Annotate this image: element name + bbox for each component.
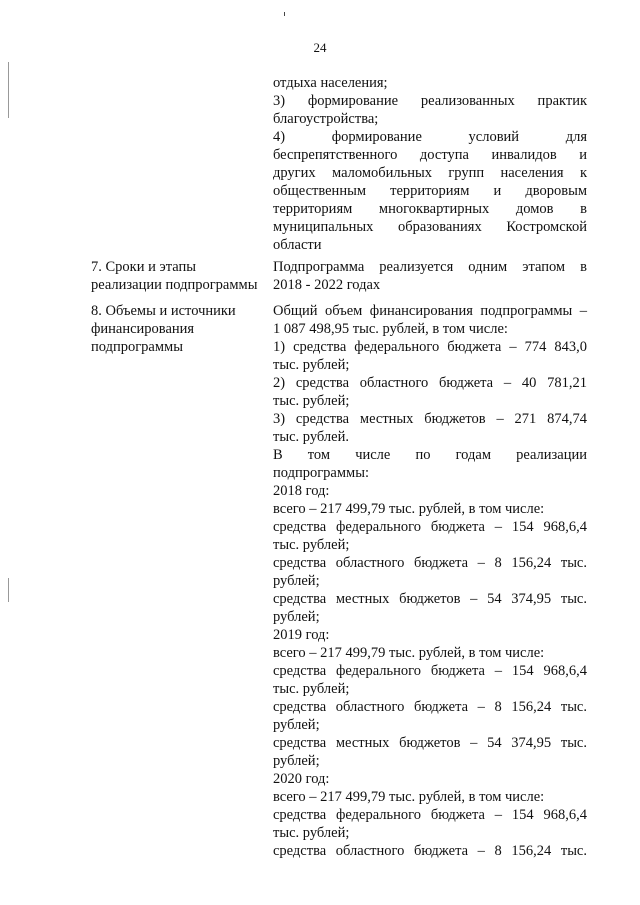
text-line: 2) средства областного бюджета – 40 781,21 bbox=[273, 375, 587, 391]
text-line: 8. Объемы и источники bbox=[91, 303, 236, 319]
text-line: Подпрограмма реализуется одним этапом в bbox=[273, 259, 587, 275]
text-line: тыс. рублей; bbox=[273, 681, 350, 697]
text-line: 3) средства местных бюджетов – 271 874,74 bbox=[273, 411, 587, 427]
text-line: благоустройства; bbox=[273, 111, 379, 127]
text-line: тыс. рублей; bbox=[273, 825, 350, 841]
text-line: 4) формирование условий для bbox=[273, 129, 587, 145]
text-line: В том числе по годам реализации bbox=[273, 447, 587, 463]
text-line: 3) формирование реализованных практик bbox=[273, 93, 587, 109]
text-line: Общий объем финансирования подпрограммы – bbox=[273, 303, 587, 319]
scan-mark bbox=[284, 12, 285, 16]
section-label bbox=[91, 302, 263, 356]
section-label bbox=[91, 258, 263, 294]
scan-mark bbox=[8, 62, 9, 118]
text-line: 2018 год: bbox=[273, 483, 330, 499]
text-line: области bbox=[273, 237, 322, 253]
text-line: средства федерального бюджета – 154 968,6,4 bbox=[273, 519, 587, 535]
text-line: беспрепятственного доступа инвалидов и bbox=[273, 147, 587, 163]
section-content bbox=[273, 258, 587, 294]
text-line: финансирования bbox=[91, 321, 195, 337]
text-line: тыс. рублей; bbox=[273, 537, 350, 553]
page-number: 24 bbox=[313, 40, 327, 55]
text-line: рублей; bbox=[273, 753, 320, 769]
text-line: общественным территориям и дворовым bbox=[273, 183, 587, 199]
text-line: всего – 217 499,79 тыс. рублей, в том числе: bbox=[273, 645, 545, 661]
section-content bbox=[273, 74, 587, 254]
text-line: 1 087 498,95 тыс. рублей, в том числе: bbox=[273, 321, 508, 337]
text-line: территориям многоквартирных домов в bbox=[273, 201, 587, 217]
text-line: тыс. рублей. bbox=[273, 429, 349, 445]
text-line: средства федерального бюджета – 154 968,6,4 bbox=[273, 807, 587, 823]
text-line: других маломобильных групп населения к bbox=[273, 165, 587, 181]
text-line: рублей; bbox=[273, 609, 320, 625]
text-line: всего – 217 499,79 тыс. рублей, в том числе: bbox=[273, 501, 545, 517]
text-line: средства областного бюджета – 8 156,24 тыс. bbox=[273, 843, 587, 859]
text-line: 2019 год: bbox=[273, 627, 330, 643]
text-line: всего – 217 499,79 тыс. рублей, в том числе: bbox=[273, 789, 545, 805]
text-line: 1) средства федерального бюджета – 774 843,0 bbox=[273, 339, 587, 355]
text-line: 7. Сроки и этапы bbox=[91, 259, 196, 275]
text-line: средства областного бюджета – 8 156,24 тыс. bbox=[273, 699, 587, 715]
text-line: средства федерального бюджета – 154 968,6,4 bbox=[273, 663, 587, 679]
text-line: реализации подпрограммы bbox=[91, 277, 258, 293]
text-line: подпрограммы bbox=[91, 339, 183, 355]
text-line: рублей; bbox=[273, 573, 320, 589]
text-line: 2020 год: bbox=[273, 771, 330, 787]
text-line: 2018 - 2022 годах bbox=[273, 277, 381, 293]
text-line: тыс. рублей; bbox=[273, 357, 350, 373]
text-line: тыс. рублей; bbox=[273, 393, 350, 409]
section-content bbox=[273, 302, 587, 860]
text-line: средства местных бюджетов – 54 374,95 тыс. bbox=[273, 591, 587, 607]
text-line: муниципальных образованиях Костромской bbox=[273, 219, 587, 235]
scan-mark bbox=[8, 578, 9, 602]
text-line: подпрограммы: bbox=[273, 465, 369, 481]
text-line: рублей; bbox=[273, 717, 320, 733]
text-line: отдыха населения; bbox=[273, 75, 388, 91]
text-line: средства областного бюджета – 8 156,24 тыс. bbox=[273, 555, 587, 571]
text-line: средства местных бюджетов – 54 374,95 тыс. bbox=[273, 735, 587, 751]
